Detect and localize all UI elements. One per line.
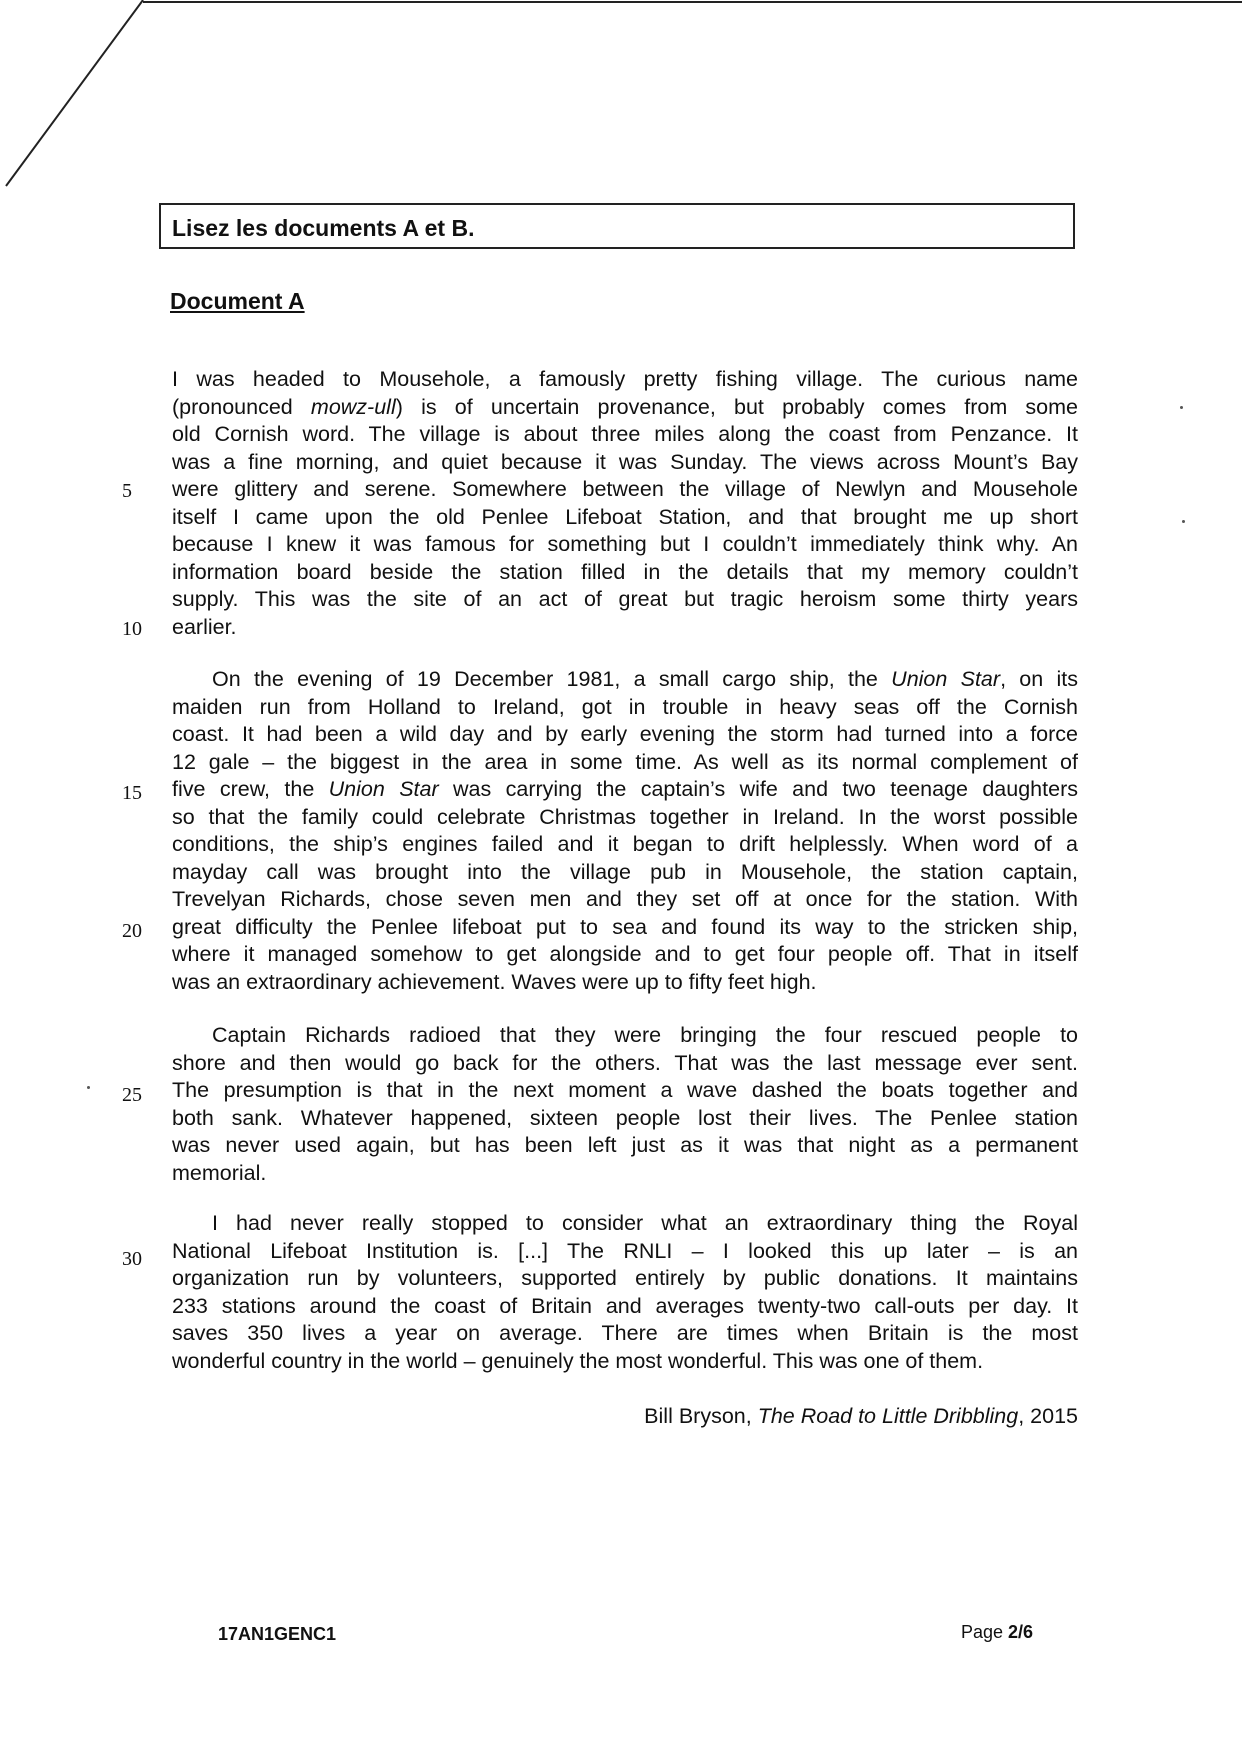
text-line: maiden run from Holland to Ireland, got in trouble in heavy seas off the Cornish: [172, 694, 1078, 719]
text-line: conditions, the ship’s engines failed and it began to drift helplessly. When word of a: [172, 832, 1078, 856]
text-line: supply. This was the site of an act of great but tragic heroism some thirty years: [172, 587, 1078, 611]
text-line: great difficulty the Penlee lifeboat put to sea and found its way to the stricken ship,: [172, 914, 1078, 939]
text-line: I was headed to Mousehole, a famously pretty fishing village. The curious name: [172, 367, 1078, 391]
text-line: itself I came upon the old Penlee Lifeboat Station, and that brought me up short: [172, 504, 1078, 529]
footer-page-number: [961, 1622, 1033, 1643]
text-line: old Cornish word. The village is about three miles along the coast from Penzance. It: [172, 422, 1078, 446]
paragraph-4: [172, 1210, 1078, 1375]
text-line: 12 gale – the biggest in the area in some time. As well as its normal complement of: [172, 749, 1078, 774]
text-line: mayday call was brought into the village pub in Mousehole, the station captain,: [172, 859, 1078, 884]
text-line: was an extraordinary achievement. Waves were up to fifty feet high.: [172, 969, 817, 994]
citation: [500, 1404, 1078, 1429]
text-line: earlier.: [172, 614, 237, 639]
text-line: was never used again, but has been left just as it was that night as a permanent: [172, 1133, 1078, 1157]
document-heading: Document A: [170, 288, 305, 314]
text-line: The presumption is that in the next moment a wave dashed the boats together and: [172, 1078, 1078, 1102]
paragraph-2: [172, 666, 1078, 996]
line-number-25: 25: [122, 1084, 142, 1106]
line-number-20: 20: [122, 920, 142, 942]
text-line: Trevelyan Richards, chose seven men and they set off at once for the station. With: [172, 887, 1078, 911]
paragraph-1: [172, 366, 1078, 641]
italic-text: mowz-ull: [310, 394, 396, 419]
text-line: coast. It had been a wild day and by early evening the storm had turned into a force: [172, 722, 1078, 746]
text-line: On the evening of 19 December 1981, a small cargo ship, the Union Star, on its: [212, 667, 1078, 691]
text-line: memorial.: [172, 1160, 267, 1185]
instruction-box: [159, 203, 1075, 249]
italic-text: Union Star: [328, 777, 439, 801]
text-line: because I knew it was famous for something but I couldn’t immediately think why. An: [172, 532, 1078, 556]
text-line: shore and then would go back for the others. That was the last message ever sent.: [172, 1050, 1078, 1075]
scan-speck: [1180, 406, 1183, 409]
footer-exam-code: 17AN1GENC1: [218, 1624, 337, 1644]
text-line: five crew, the Union Star was carrying the captain’s wife and two teenage daughters: [172, 777, 1078, 801]
instruction-text: Lisez les documents A et B.: [172, 215, 475, 241]
text-line: both sank. Whatever happened, sixteen people lost their lives. The Penlee station: [172, 1105, 1078, 1130]
italic-text: Union Star: [891, 667, 1001, 691]
text-line: National Lifeboat Institution is. [...] The RNLI – I looked this up later – is an: [172, 1238, 1078, 1263]
corner-fold-line: [0, 0, 1242, 200]
line-number-5: 5: [122, 480, 132, 502]
text-line: I had never really stopped to consider what an extraordinary thing the Royal: [212, 1211, 1078, 1235]
text-line: was a fine morning, and quiet because it was Sunday. The views across Mount’s Bay: [172, 449, 1078, 474]
page-value: 2/6: [1008, 1622, 1034, 1642]
text-line: saves 350 lives a year on average. There are times when Britain is the most: [172, 1321, 1078, 1345]
text-line: Captain Richards radioed that they were bringing the four rescued people to: [212, 1023, 1078, 1047]
citation-author: Bill Bryson,: [644, 1404, 758, 1428]
text-line: where it managed somehow to get alongside and to get four people off. That in itself: [172, 942, 1078, 966]
line-number-30: 30: [122, 1248, 142, 1270]
text-line: were glittery and serene. Somewhere between the village of Newlyn and Mousehole: [172, 477, 1078, 501]
scan-speck: [1182, 520, 1185, 523]
citation-year: , 2015: [1018, 1404, 1078, 1428]
line-number-15: 15: [122, 782, 142, 804]
text-line: so that the family could celebrate Christmas together in Ireland. In the worst possible: [172, 804, 1078, 829]
paragraph-3: [172, 1022, 1078, 1187]
page-prefix: Page: [961, 1622, 1009, 1642]
text-line: 233 stations around the coast of Britain and averages twenty-two call-outs per day. It: [172, 1293, 1078, 1318]
text-line: wonderful country in the world – genuinely the most wonderful. This was one of them.: [172, 1348, 984, 1373]
text-line: (pronounced mowz-ull) is of uncertain provenance, but probably comes from some: [172, 394, 1078, 419]
text-line: information board beside the station filled in the details that my memory couldn’t: [172, 559, 1078, 584]
line-number-10: 10: [122, 618, 142, 640]
text-line: organization run by volunteers, supported entirely by public donations. It maintains: [172, 1266, 1078, 1290]
citation-title: The Road to Little Dribbling: [757, 1404, 1019, 1428]
scan-speck: [87, 1086, 90, 1089]
